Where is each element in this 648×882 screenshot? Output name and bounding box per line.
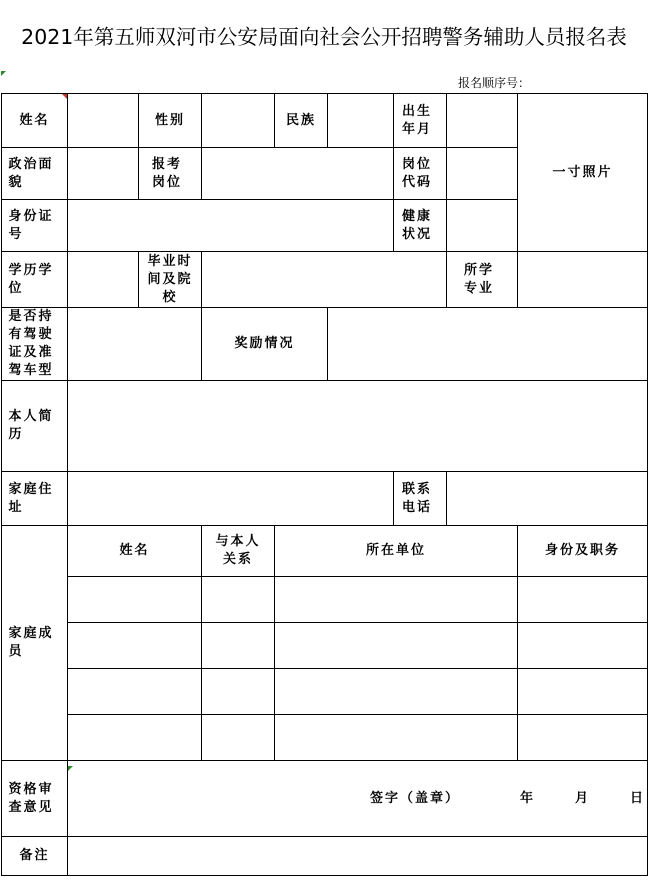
applied-post-field[interactable] — [202, 148, 394, 200]
applied-post-label-text: 报考岗位 — [152, 156, 183, 190]
major-label — [447, 252, 518, 308]
cell-marker — [62, 94, 67, 99]
education-label — [2, 252, 68, 308]
family-name-cell[interactable] — [68, 577, 202, 623]
major-label-text: 所学专业 — [464, 262, 495, 296]
resume-label — [2, 381, 68, 472]
license-field[interactable] — [68, 308, 202, 381]
applied-post-label — [139, 148, 202, 200]
family-relation-cell[interactable] — [202, 715, 275, 761]
review-label — [2, 761, 68, 837]
family-relation-cell[interactable] — [202, 577, 275, 623]
resume-label-text: 本人简历 — [8, 409, 54, 442]
family-position-cell[interactable] — [518, 669, 648, 715]
address-label-text: 家庭住址 — [8, 481, 54, 515]
major-field[interactable] — [518, 252, 648, 308]
graduation-field[interactable] — [202, 252, 447, 308]
family-header-name: 姓名 — [68, 526, 202, 577]
name-field[interactable] — [68, 94, 139, 148]
post-code-field[interactable] — [447, 148, 518, 200]
remarks-field[interactable] — [68, 837, 648, 876]
month-label: 月 — [575, 790, 591, 806]
id-field[interactable] — [68, 200, 394, 252]
politics-label-text: 政治面貌 — [8, 156, 54, 190]
gender-label: 性别 — [139, 94, 202, 148]
year-label: 年 — [520, 790, 536, 806]
awards-field[interactable] — [328, 308, 648, 381]
family-position-cell[interactable] — [518, 623, 648, 669]
family-header-relation — [202, 526, 275, 577]
family-unit-cell[interactable] — [275, 577, 518, 623]
id-label-text: 身份证号 — [8, 208, 54, 242]
family-name-cell[interactable] — [68, 669, 202, 715]
family-relation-cell[interactable] — [202, 623, 275, 669]
cell-marker — [1, 71, 6, 76]
license-label — [2, 308, 68, 381]
family-unit-cell[interactable] — [275, 623, 518, 669]
education-field[interactable] — [68, 252, 139, 308]
politics-label — [2, 148, 68, 200]
id-label — [2, 200, 68, 252]
birth-label-text: 出生年月 — [402, 103, 433, 137]
health-field[interactable] — [447, 200, 518, 252]
family-unit-cell[interactable] — [275, 669, 518, 715]
resume-field[interactable] — [68, 381, 648, 472]
form-title: 2021年第五师双河市公安局面向社会公开招聘警务辅助人员报名表 — [21, 25, 627, 49]
post-code-label-text: 岗位代码 — [402, 156, 433, 190]
signature-label: 签字（盖章） — [370, 790, 461, 806]
post-code-label — [394, 148, 447, 200]
license-label-text: 是否持有驾驶证及准驾车型 — [8, 309, 54, 378]
birth-field[interactable] — [447, 94, 518, 148]
phone-field[interactable] — [447, 472, 648, 526]
family-name-cell[interactable] — [68, 715, 202, 761]
photo-box[interactable]: 一寸照片 — [518, 94, 648, 252]
education-label-text: 学历学位 — [8, 262, 54, 296]
family-header-relation-text: 与本人关系 — [215, 534, 261, 567]
cell-marker — [68, 766, 73, 771]
family-position-cell[interactable] — [518, 577, 648, 623]
address-label — [2, 472, 68, 526]
name-label: 姓名 — [2, 94, 68, 148]
address-field[interactable] — [68, 472, 394, 526]
phone-label — [394, 472, 447, 526]
family-label-text: 家庭成员 — [8, 626, 54, 659]
family-header-position: 身份及职务 — [518, 526, 648, 577]
awards-label: 奖励情况 — [202, 308, 328, 381]
graduation-label-text: 毕业时间及院校 — [147, 253, 193, 305]
remarks-label: 备注 — [2, 837, 68, 876]
ethnicity-label: 民族 — [275, 94, 328, 148]
family-position-cell[interactable] — [518, 715, 648, 761]
family-name-cell[interactable] — [68, 623, 202, 669]
family-label — [2, 526, 68, 761]
review-label-text: 资格审查意见 — [8, 781, 54, 815]
ethnicity-field[interactable] — [328, 94, 394, 148]
health-label-text: 健康状况 — [402, 208, 433, 242]
birth-label — [394, 94, 447, 148]
health-label — [394, 200, 447, 252]
phone-label-text: 联系电话 — [402, 481, 433, 515]
sequence-number-label: 报名顺序号： — [458, 76, 531, 90]
signature-line — [68, 779, 647, 819]
gender-field[interactable] — [202, 94, 275, 148]
day-label: 日 — [630, 790, 646, 806]
registration-form-table — [1, 93, 648, 876]
family-header-unit: 所在单位 — [275, 526, 518, 577]
family-unit-cell[interactable] — [275, 715, 518, 761]
politics-field[interactable] — [68, 148, 139, 200]
graduation-label — [139, 252, 202, 308]
family-relation-cell[interactable] — [202, 669, 275, 715]
review-field[interactable] — [68, 761, 648, 837]
